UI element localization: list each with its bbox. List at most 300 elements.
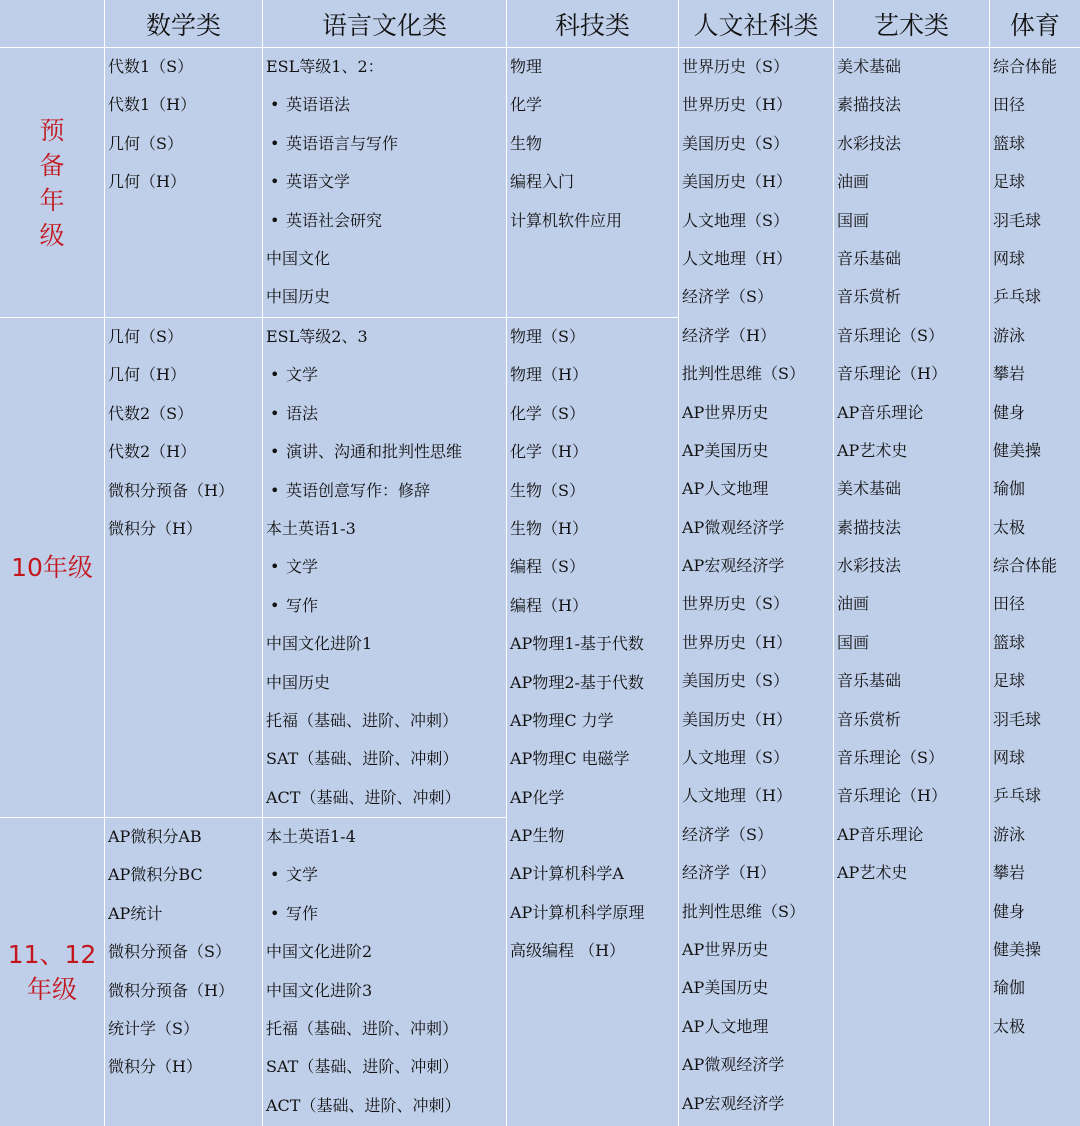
- course-name: ACT（基础、进阶、冲刺）: [266, 787, 461, 807]
- course-item: [510, 702, 678, 740]
- course-item: [510, 433, 678, 471]
- course-name: 篮球: [993, 133, 1026, 153]
- course-item: [993, 624, 1080, 662]
- course-item: [993, 470, 1080, 508]
- bullet-icon: •: [270, 865, 280, 885]
- course-name: AP计算机科学原理: [510, 902, 645, 922]
- course-item: [837, 816, 989, 854]
- course-name: 乒乓球: [993, 786, 1042, 806]
- course-item: [682, 202, 833, 240]
- course-item: [682, 240, 833, 278]
- course-name: AP世界历史: [682, 402, 769, 422]
- course-name: AP宏观经济学: [682, 1093, 785, 1113]
- course-name: 英语创意写作：修辞: [286, 480, 431, 500]
- header-humanities: 人文社科类: [679, 0, 834, 47]
- course-item: [266, 202, 506, 240]
- language-g11-12-list: [266, 818, 506, 1125]
- course-name: AP化学: [510, 787, 565, 807]
- course-name: 羽毛球: [993, 709, 1042, 729]
- course-name: 音乐基础: [837, 248, 902, 268]
- course-name: 人文地理（H）: [682, 786, 792, 806]
- tech-prep-list: [510, 48, 678, 240]
- course-item: [682, 125, 833, 163]
- math-g10-list: [108, 318, 262, 548]
- course-item: [993, 509, 1080, 547]
- course-name: 游泳: [993, 325, 1026, 345]
- course-name: 国画: [837, 632, 870, 652]
- course-name: AP音乐理论: [837, 824, 924, 844]
- course-item: [837, 278, 989, 316]
- course-name: 写作: [286, 595, 319, 615]
- course-name: 攀岩: [993, 364, 1026, 384]
- course-item: [266, 278, 506, 316]
- bullet-icon: •: [270, 403, 280, 423]
- bullet-icon: •: [270, 95, 280, 115]
- course-name: AP物理C 电磁学: [510, 749, 630, 769]
- course-item: [837, 317, 989, 355]
- course-name: ACT（基础、进阶、冲刺）: [266, 1095, 461, 1115]
- course-name: AP物理1-基于代数: [510, 634, 644, 654]
- course-item: [266, 318, 506, 356]
- grade-label-prep: 预备年级: [0, 47, 105, 317]
- course-item: [108, 1048, 262, 1086]
- course-name: 世界历史（S）: [682, 594, 789, 614]
- course-name: 代数1（H）: [108, 95, 197, 115]
- course-name: 素描技法: [837, 95, 902, 115]
- language-g11-12-cell: [263, 817, 507, 1126]
- course-item: [510, 202, 678, 240]
- course-name: 几何（S）: [108, 327, 183, 346]
- course-name: 演讲、沟通和批判性思维: [286, 442, 463, 462]
- course-item: [108, 1010, 262, 1048]
- course-name: 美国历史（H）: [682, 172, 792, 192]
- grade-label-10: 10年级: [0, 317, 105, 817]
- course-item: [993, 777, 1080, 815]
- course-item: [682, 1008, 833, 1046]
- arts-cell: [834, 47, 990, 1126]
- course-name: AP宏观经济学: [682, 556, 785, 576]
- course-name: 音乐理论（H）: [837, 786, 947, 806]
- course-item: [108, 356, 262, 394]
- course-item: [266, 163, 506, 201]
- course-item: [266, 625, 506, 663]
- course-item: [993, 585, 1080, 623]
- course-item: [682, 1046, 833, 1084]
- course-item: [266, 125, 506, 163]
- bullet-icon: •: [270, 903, 280, 923]
- course-item: [266, 86, 506, 124]
- course-name: 编程入门: [510, 172, 575, 192]
- bullet-icon: •: [270, 480, 280, 500]
- course-item: [266, 1010, 506, 1048]
- course-item: [510, 855, 678, 893]
- course-item: [993, 662, 1080, 700]
- course-name: 太极: [993, 1016, 1026, 1036]
- course-name: 代数1（S）: [108, 57, 194, 76]
- course-name: 世界历史（H）: [682, 95, 792, 115]
- course-name: AP艺术史: [837, 440, 908, 460]
- course-name: 中国文化: [266, 248, 331, 268]
- course-name: 化学: [510, 95, 543, 115]
- course-item: [266, 472, 506, 510]
- course-name: 物理: [510, 57, 543, 76]
- bullet-icon: •: [270, 442, 280, 462]
- course-name: 人文地理（H）: [682, 248, 792, 268]
- humanities-cell: [679, 47, 834, 1126]
- course-item: [108, 510, 262, 548]
- course-item: [510, 318, 678, 356]
- course-item: [682, 1085, 833, 1123]
- course-name: 微积分预备（S）: [108, 942, 231, 962]
- course-item: [108, 972, 262, 1010]
- bullet-icon: •: [270, 133, 280, 153]
- course-name: 网球: [993, 748, 1026, 768]
- course-name: 音乐理论（H）: [837, 364, 947, 384]
- course-name: 语法: [286, 403, 319, 423]
- math-g10-cell: [105, 317, 263, 817]
- course-item: [837, 662, 989, 700]
- course-name: 托福（基础、进阶、冲刺）: [266, 1018, 459, 1038]
- course-item: [510, 587, 678, 625]
- course-item: [837, 701, 989, 739]
- course-item: [837, 48, 989, 86]
- course-name: 编程（H）: [510, 595, 588, 615]
- course-name: 文学: [286, 865, 319, 885]
- course-name: 中国历史: [266, 672, 331, 692]
- course-name: AP人文地理: [682, 1016, 769, 1036]
- course-item: [682, 931, 833, 969]
- course-name: 中国文化进阶1: [266, 634, 373, 654]
- course-item: [510, 625, 678, 663]
- course-name: 微积分预备（H）: [108, 980, 234, 1000]
- course-name: 瑜伽: [993, 479, 1026, 499]
- course-name: 计算机软件应用: [510, 210, 623, 230]
- course-name: 健美操: [993, 939, 1042, 959]
- course-name: 英语文学: [286, 172, 351, 192]
- course-item: [510, 548, 678, 586]
- course-item: [993, 240, 1080, 278]
- course-item: [108, 86, 262, 124]
- course-item: [108, 395, 262, 433]
- course-name: 写作: [286, 903, 319, 923]
- course-name: 英语语法: [286, 95, 351, 115]
- bullet-icon: •: [270, 365, 280, 385]
- course-item: [837, 624, 989, 662]
- course-name: 批判性思维（S）: [682, 901, 805, 921]
- course-item: [682, 547, 833, 585]
- course-name: 经济学（S）: [682, 287, 773, 307]
- course-item: [682, 739, 833, 777]
- course-name: ESL等级2、3: [266, 327, 368, 346]
- course-item: [682, 624, 833, 662]
- course-item: [266, 933, 506, 971]
- course-item: [510, 86, 678, 124]
- course-item: [682, 48, 833, 86]
- course-item: [108, 856, 262, 894]
- course-name: 音乐赏析: [837, 709, 902, 729]
- humanities-list: [682, 48, 833, 1123]
- course-name: 健美操: [993, 440, 1042, 460]
- course-name: AP音乐理论: [837, 402, 924, 422]
- course-item: [837, 585, 989, 623]
- language-g10-list: [266, 318, 506, 817]
- course-item: [837, 240, 989, 278]
- course-name: AP艺术史: [837, 863, 908, 883]
- course-name: 油画: [837, 594, 870, 614]
- course-name: 美国历史（S）: [682, 133, 789, 153]
- course-item: [266, 1048, 506, 1086]
- course-item: [266, 779, 506, 817]
- course-name: AP微观经济学: [682, 517, 785, 537]
- course-item: [266, 395, 506, 433]
- course-item: [510, 932, 678, 970]
- course-name: 物理（H）: [510, 365, 588, 385]
- course-item: [266, 818, 506, 856]
- course-name: 化学（H）: [510, 442, 588, 462]
- course-name: 微积分（H）: [108, 1057, 202, 1077]
- course-item: [108, 472, 262, 510]
- course-item: [682, 585, 833, 623]
- course-name: AP美国历史: [682, 978, 769, 998]
- course-item: [682, 893, 833, 931]
- course-name: 乒乓球: [993, 287, 1042, 307]
- grade-label-11-12: 11、12年级: [0, 817, 105, 1126]
- course-item: [993, 547, 1080, 585]
- tech-upper-cell: [507, 317, 679, 1126]
- course-item: [682, 278, 833, 316]
- course-name: 英语社会研究: [286, 210, 383, 230]
- course-item: [266, 702, 506, 740]
- language-prep-cell: [263, 47, 507, 317]
- course-item: [993, 317, 1080, 355]
- course-item: [993, 125, 1080, 163]
- course-item: [266, 972, 506, 1010]
- course-item: [108, 895, 262, 933]
- course-item: [993, 86, 1080, 124]
- bullet-icon: •: [270, 595, 280, 615]
- course-item: [682, 969, 833, 1007]
- course-item: [993, 893, 1080, 931]
- course-item: [510, 510, 678, 548]
- course-item: [837, 432, 989, 470]
- course-name: 羽毛球: [993, 210, 1042, 230]
- course-name: AP微观经济学: [682, 1055, 785, 1075]
- course-item: [993, 854, 1080, 892]
- course-name: 音乐赏析: [837, 287, 902, 307]
- course-name: 中国文化进阶3: [266, 980, 373, 1000]
- bullet-icon: •: [270, 172, 280, 192]
- course-name: AP人文地理: [682, 479, 769, 499]
- course-item: [682, 394, 833, 432]
- course-name: 音乐理论（S）: [837, 325, 944, 345]
- course-item: [266, 240, 506, 278]
- header-tech: 科技类: [507, 0, 679, 47]
- course-item: [837, 125, 989, 163]
- course-item: [510, 740, 678, 778]
- course-item: [108, 125, 262, 163]
- course-name: 水彩技法: [837, 556, 902, 576]
- course-item: [266, 548, 506, 586]
- course-item: [510, 894, 678, 932]
- course-name: 太极: [993, 517, 1026, 537]
- course-name: 代数2（H）: [108, 442, 197, 462]
- course-name: 生物（S）: [510, 480, 585, 500]
- course-name: 生物: [510, 133, 543, 153]
- course-item: [266, 433, 506, 471]
- course-item: [682, 86, 833, 124]
- course-item: [837, 470, 989, 508]
- bullet-icon: •: [270, 557, 280, 577]
- bullet-icon: •: [270, 210, 280, 230]
- course-item: [266, 664, 506, 702]
- course-name: 人文地理（S）: [682, 748, 789, 768]
- course-name: 国画: [837, 210, 870, 230]
- language-g10-cell: [263, 317, 507, 817]
- course-name: 生物（H）: [510, 518, 588, 538]
- course-item: [266, 895, 506, 933]
- course-name: AP统计: [108, 903, 163, 923]
- course-name: 文学: [286, 365, 319, 385]
- course-item: [993, 739, 1080, 777]
- course-item: [510, 395, 678, 433]
- course-name: 经济学（S）: [682, 824, 773, 844]
- course-name: 本土英语1-4: [266, 827, 356, 846]
- course-item: [108, 433, 262, 471]
- course-item: [682, 662, 833, 700]
- tech-prep-cell: [507, 47, 679, 317]
- course-name: 世界历史（S）: [682, 57, 789, 76]
- course-item: [993, 931, 1080, 969]
- course-item: [837, 163, 989, 201]
- course-name: AP世界历史: [682, 939, 769, 959]
- course-item: [993, 163, 1080, 201]
- course-name: 中国文化进阶2: [266, 942, 373, 962]
- header-empty-cell: [0, 0, 105, 47]
- header-arts: 艺术类: [834, 0, 990, 47]
- course-item: [510, 48, 678, 86]
- course-item: [993, 816, 1080, 854]
- course-item: [510, 163, 678, 201]
- course-name: 经济学（H）: [682, 863, 776, 883]
- course-item: [266, 587, 506, 625]
- course-name: 足球: [993, 671, 1026, 691]
- course-item: [108, 163, 262, 201]
- course-name: 几何（H）: [108, 172, 186, 192]
- course-name: 美国历史（H）: [682, 709, 792, 729]
- course-name: 综合体能: [993, 556, 1058, 576]
- course-name: AP微积分BC: [108, 865, 203, 885]
- math-prep-cell: [105, 47, 263, 317]
- pe-list: [993, 48, 1080, 1046]
- course-name: 托福（基础、进阶、冲刺）: [266, 710, 459, 730]
- course-name: 油画: [837, 172, 870, 192]
- course-item: [108, 818, 262, 856]
- course-item: [993, 1008, 1080, 1046]
- course-item: [993, 969, 1080, 1007]
- course-item: [993, 701, 1080, 739]
- course-item: [510, 779, 678, 817]
- course-name: 音乐理论（S）: [837, 748, 944, 768]
- math-prep-list: [108, 48, 262, 202]
- course-name: 田径: [993, 594, 1026, 614]
- course-item: [837, 202, 989, 240]
- course-item: [837, 547, 989, 585]
- course-name: 代数2（S）: [108, 403, 194, 423]
- course-name: 游泳: [993, 824, 1026, 844]
- course-name: 健身: [993, 402, 1026, 422]
- course-item: [510, 817, 678, 855]
- course-name: 网球: [993, 248, 1026, 268]
- course-name: 高级编程 （H）: [510, 941, 626, 961]
- course-name: 本土英语1-3: [266, 518, 356, 538]
- course-name: AP生物: [510, 826, 565, 846]
- course-item: [682, 317, 833, 355]
- course-name: SAT（基础、进阶、冲刺）: [266, 749, 459, 769]
- course-name: 中国历史: [266, 287, 331, 307]
- course-item: [682, 163, 833, 201]
- course-name: 英语语言与写作: [286, 133, 399, 153]
- course-item: [682, 355, 833, 393]
- course-item: [993, 202, 1080, 240]
- course-item: [510, 472, 678, 510]
- course-item: [510, 664, 678, 702]
- course-name: 瑜伽: [993, 978, 1026, 998]
- course-name: 编程（S）: [510, 557, 585, 577]
- course-item: [837, 854, 989, 892]
- course-name: 世界历史（H）: [682, 632, 792, 652]
- course-item: [993, 432, 1080, 470]
- course-item: [993, 394, 1080, 432]
- arts-list: [837, 48, 989, 893]
- course-name: 水彩技法: [837, 133, 902, 153]
- course-name: 攀岩: [993, 863, 1026, 883]
- course-item: [682, 777, 833, 815]
- course-name: AP物理C 力学: [510, 710, 614, 730]
- course-name: AP计算机科学A: [510, 864, 624, 884]
- header-math: 数学类: [105, 0, 263, 47]
- course-item: [837, 777, 989, 815]
- course-name: 化学（S）: [510, 403, 585, 423]
- course-name: 几何（S）: [108, 133, 183, 153]
- course-name: ESL等级1、2：: [266, 57, 384, 76]
- course-name: 微积分预备（H）: [108, 480, 234, 500]
- header-pe: 体育: [1009, 10, 1060, 40]
- course-item: [108, 318, 262, 356]
- course-item: [266, 510, 506, 548]
- course-name: 美国历史（S）: [682, 671, 789, 691]
- course-item: [993, 48, 1080, 86]
- course-name: 文学: [286, 557, 319, 577]
- course-name: 人文地理（S）: [682, 210, 789, 230]
- course-item: [510, 125, 678, 163]
- course-item: [837, 355, 989, 393]
- course-item: [108, 48, 262, 86]
- course-item: [682, 701, 833, 739]
- course-item: [682, 509, 833, 547]
- course-name: 美术基础: [837, 57, 902, 76]
- course-name: 健身: [993, 901, 1026, 921]
- course-name: 微积分（H）: [108, 518, 202, 538]
- course-name: 几何（H）: [108, 365, 186, 385]
- course-item: [266, 48, 506, 86]
- header-language: 语言文化类: [263, 0, 507, 47]
- course-name: 经济学（H）: [682, 325, 776, 345]
- course-name: 批判性思维（S）: [682, 364, 805, 384]
- course-item: [108, 933, 262, 971]
- course-item: [837, 509, 989, 547]
- tech-upper-list: [510, 318, 678, 971]
- course-item: [837, 86, 989, 124]
